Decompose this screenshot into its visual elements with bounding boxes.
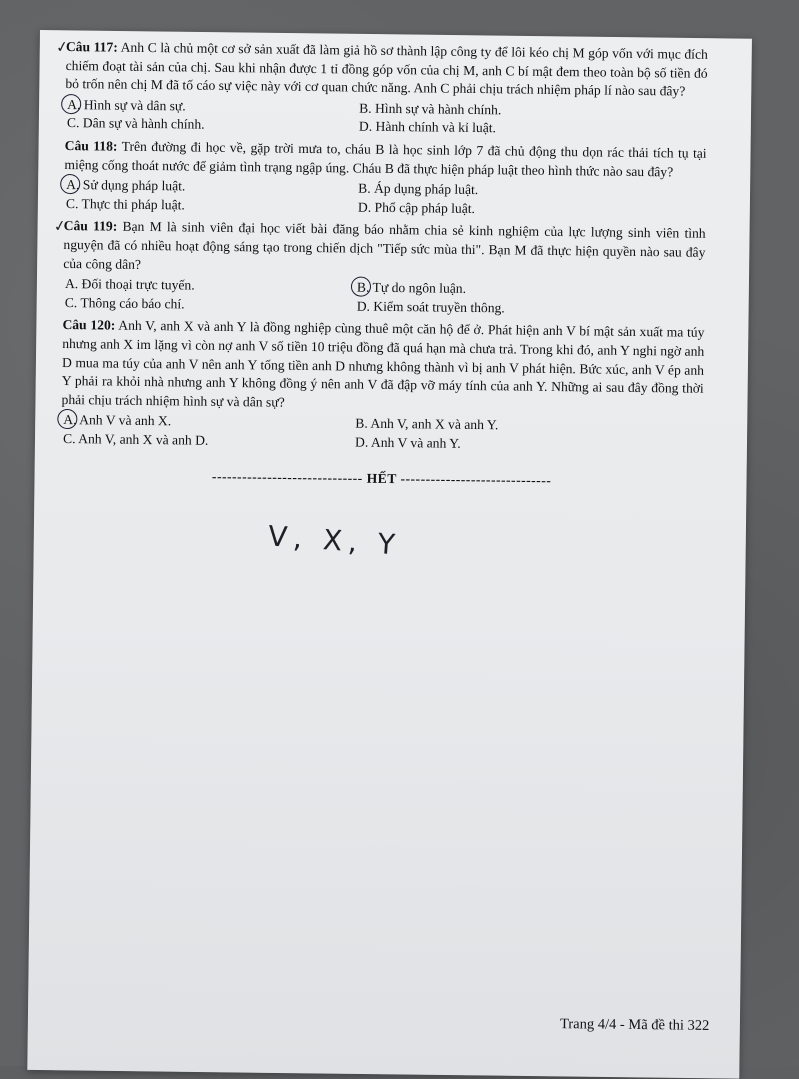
page-footer: Trang 4/4 - Mã đề thi 322 <box>559 1016 710 1034</box>
answer-options <box>63 275 705 320</box>
check-mark-icon: ✓ <box>54 37 70 57</box>
option-c[interactable]: C. Anh V, anh X và anh D. <box>63 430 209 448</box>
question-text <box>65 38 708 102</box>
question-body: Bạn M là sinh viên đại học viết bài đăng báo nhằm chia sẻ kinh nghiệm của lực lượng sinh viên tình nguyện đã có nhiều hoạt động sáng tạo trong chiến dịch "Tiếp sức mùa thi". Bạn M đã thực hiện quyền nào sau đây của công dân? <box>63 219 706 272</box>
question-117 <box>54 37 708 141</box>
option-b[interactable]: B. Tự do ngôn luận. <box>355 279 705 302</box>
answer-options <box>65 96 707 141</box>
check-mark-icon: ✓ <box>52 216 68 237</box>
option-d[interactable]: D. Phổ cập pháp luật. <box>357 199 476 216</box>
question-label: Câu 120: <box>62 317 116 333</box>
exam-content <box>52 37 708 493</box>
question-text <box>61 316 704 417</box>
option-d[interactable]: D. Hành chính và kỉ luật. <box>358 118 497 136</box>
option-c[interactable]: C. Thông cáo báo chí. <box>64 294 185 312</box>
option-a[interactable]: A. Đối thoại trực tuyến. <box>64 276 195 293</box>
question-text <box>64 137 706 182</box>
question-118 <box>64 137 707 221</box>
option-a[interactable]: A. Hình sự và dân sự. <box>65 96 357 118</box>
question-label: Câu 118: <box>64 137 118 154</box>
end-marker: ------------------------------ HẾT ------------------------------ <box>211 469 552 489</box>
answer-options <box>64 176 706 221</box>
question-label: Câu 117: <box>65 38 118 55</box>
option-b[interactable]: B. Áp dụng pháp luật. <box>358 180 479 198</box>
question-body: Trên đường đi học về, gặp trời mưa to, cháu B là học sinh lớp 7 đã chủ động thu dọn rác thải tích tụ tại miệng cống thoát nước để giảm tình trạng ngập úng. Cháu B đã thực hiện pháp luật theo hình thức nào sau đây? <box>64 138 707 179</box>
option-b[interactable]: B. Hình sự và hành chính. <box>359 100 502 118</box>
question-text <box>63 217 706 281</box>
question-119 <box>52 216 706 320</box>
question-body: Anh C là chủ một cơ sở sản xuất đã làm giả hồ sơ thành lập công ty để lôi kéo chị M góp vốn với mục đích chiếm đoạt tài sản của chị. Sau khi nhận được 1 tỉ đồng góp vốn của chị M, anh C bí mật đem theo toàn bộ số tiền đó bỏ trốn nên chị M đã tố cáo sự việc này với cơ quan chức năng. Anh C phải chịu trách nhiệm pháp lí nào sau đây? <box>65 39 708 99</box>
option-d[interactable]: D. Anh V và anh Y. <box>354 434 461 451</box>
handwritten-note: V, X, Y <box>267 519 403 562</box>
option-a[interactable]: A. Anh V và anh X. <box>61 411 353 433</box>
option-c[interactable]: C. Dân sự và hành chính. <box>66 115 205 133</box>
option-d[interactable]: D. Kiểm soát truyền thông. <box>356 298 505 316</box>
question-label: Câu 119: <box>63 218 118 234</box>
option-c[interactable]: C. Thực thi pháp luật. <box>65 195 185 213</box>
question-body: Anh V, anh X và anh Y là đồng nghiệp cùng thuê một căn hộ để ở. Phát hiện anh V bí mật sản xuất ma túy nhưng anh X im lặng vì còn nợ anh V số tiền 10 triệu đồng đã quá hạn mà chưa trả. Trong khi đó, anh Y nghi ngờ anh D mua ma túy của anh V nên anh Y tống tiền anh D nhưng không thành vì bị anh V phát hiện. Bức xúc, anh V ép anh Y phải ra khỏi nhà nhưng anh Y không đồng ý nên anh V đã đập vỡ máy tính của anh Y. Những ai sau đây đồng thời phải chịu trách nhiệm hình sự và dân sự? <box>61 317 705 410</box>
option-b[interactable]: B. Anh V, anh X và anh Y. <box>355 415 499 433</box>
option-a[interactable]: A. Sử dụng pháp luật. <box>64 176 356 198</box>
question-120 <box>61 316 705 456</box>
answer-options <box>61 411 703 456</box>
